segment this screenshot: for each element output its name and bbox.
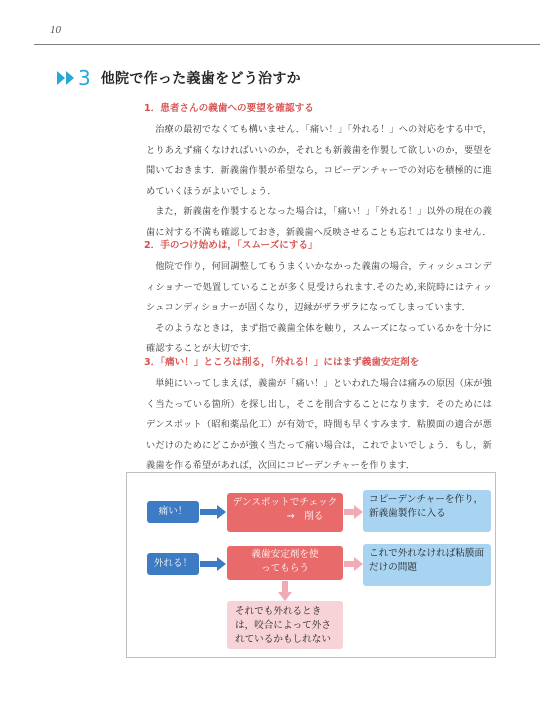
- occlusion-cause-box: [227, 601, 343, 649]
- treatment-flow-diagram: [126, 472, 496, 658]
- denture-adhesive-action-box: [227, 546, 343, 580]
- mucosal-surface-result: これで外れなければ粘膜面だけの問題: [369, 548, 485, 573]
- mucosal-surface-result-box: [363, 544, 491, 586]
- section-1: [146, 100, 492, 244]
- chevron-right-icon: [66, 71, 74, 85]
- chapter-title: 他院で作った義歯をどう治すか: [100, 71, 301, 87]
- paragraph: そのようなときは，まず指で義歯全体を触り，スムーズになっているかを十分に確認することが大切です．: [146, 322, 492, 355]
- section-heading: 2．手のつけ始めは，「スムーズにする」: [144, 240, 318, 251]
- chapter-heading: [57, 64, 301, 92]
- paragraph: また，新義歯を作製するとなった場合は，「痛い！」「外れる！」以外の現在の義歯に対する不満も確認しておき，新義歯へ反映させることも忘れてはなりません．: [146, 206, 492, 238]
- hazureru-label: 外れる！: [153, 558, 193, 569]
- itai-label-box: [147, 501, 199, 523]
- copy-denture-result: コピーデンチャーを作り，新義歯製作に入る: [369, 494, 484, 519]
- occlusion-cause: それでも外れるときは，咬合によって外されているかもしれない: [235, 606, 331, 645]
- header-rule: [34, 44, 540, 45]
- chapter-number: 3: [78, 66, 91, 90]
- section-2: [146, 237, 492, 360]
- paragraph: 治療の最初でなくても構いません．「痛い！」「外れる！」への対応をする中で，とりあえず痛くなければいいのか，それとも新義歯を作製して欲しいのか，要望を聞いておきます．新義歯作製が希望なら，コピーデンチャーでの対応を積極的に進めていくほうがよいでしょう．: [146, 124, 492, 197]
- densepot-action-line2: → 削る: [286, 511, 324, 522]
- copy-denture-result-box: [363, 490, 491, 532]
- page-number: 10: [50, 24, 61, 36]
- hazureru-label-box: [147, 553, 199, 575]
- densepot-action-box: [227, 493, 343, 532]
- chevron-right-icon: [57, 71, 65, 85]
- section-3: [146, 354, 492, 477]
- densepot-action-line1: デンスポットでチェック: [232, 497, 338, 508]
- denture-adhesive-action: 義歯安定剤を使ってもらう: [251, 549, 319, 574]
- section-heading: 3．「痛い！」ところは削る，「外れる！」にはまず義歯安定剤を: [144, 357, 420, 368]
- paragraph: 単純にいってしまえば，義歯が「痛い！」といわれた場合は痛みの原因（床が強く当たっている箇所）を探し出し，そこを削合することになります．そのためにはデンスポット（昭和薬品化工）が有効で，時間も早くすみます．粘膜面の適合が悪いだけのためにどこかが強く当たって痛い場合は，これでよいでしょう．もし，新義歯を作る希望があれば，次回にコピーデンチャーを作ります．: [146, 378, 492, 472]
- paragraph: 他院で作り，何回調整してもうまくいかなかった義歯の場合，ティッシュコンディショナーで処置していることが多く見受けられます.そのため,来院時にはティッシュコンディショナーが固くなり，辺縁がザラザラになってしまっています．: [146, 261, 492, 314]
- itai-label: 痛い！: [158, 506, 188, 517]
- section-heading: 1．患者さんの義歯への要望を確認する: [144, 103, 314, 114]
